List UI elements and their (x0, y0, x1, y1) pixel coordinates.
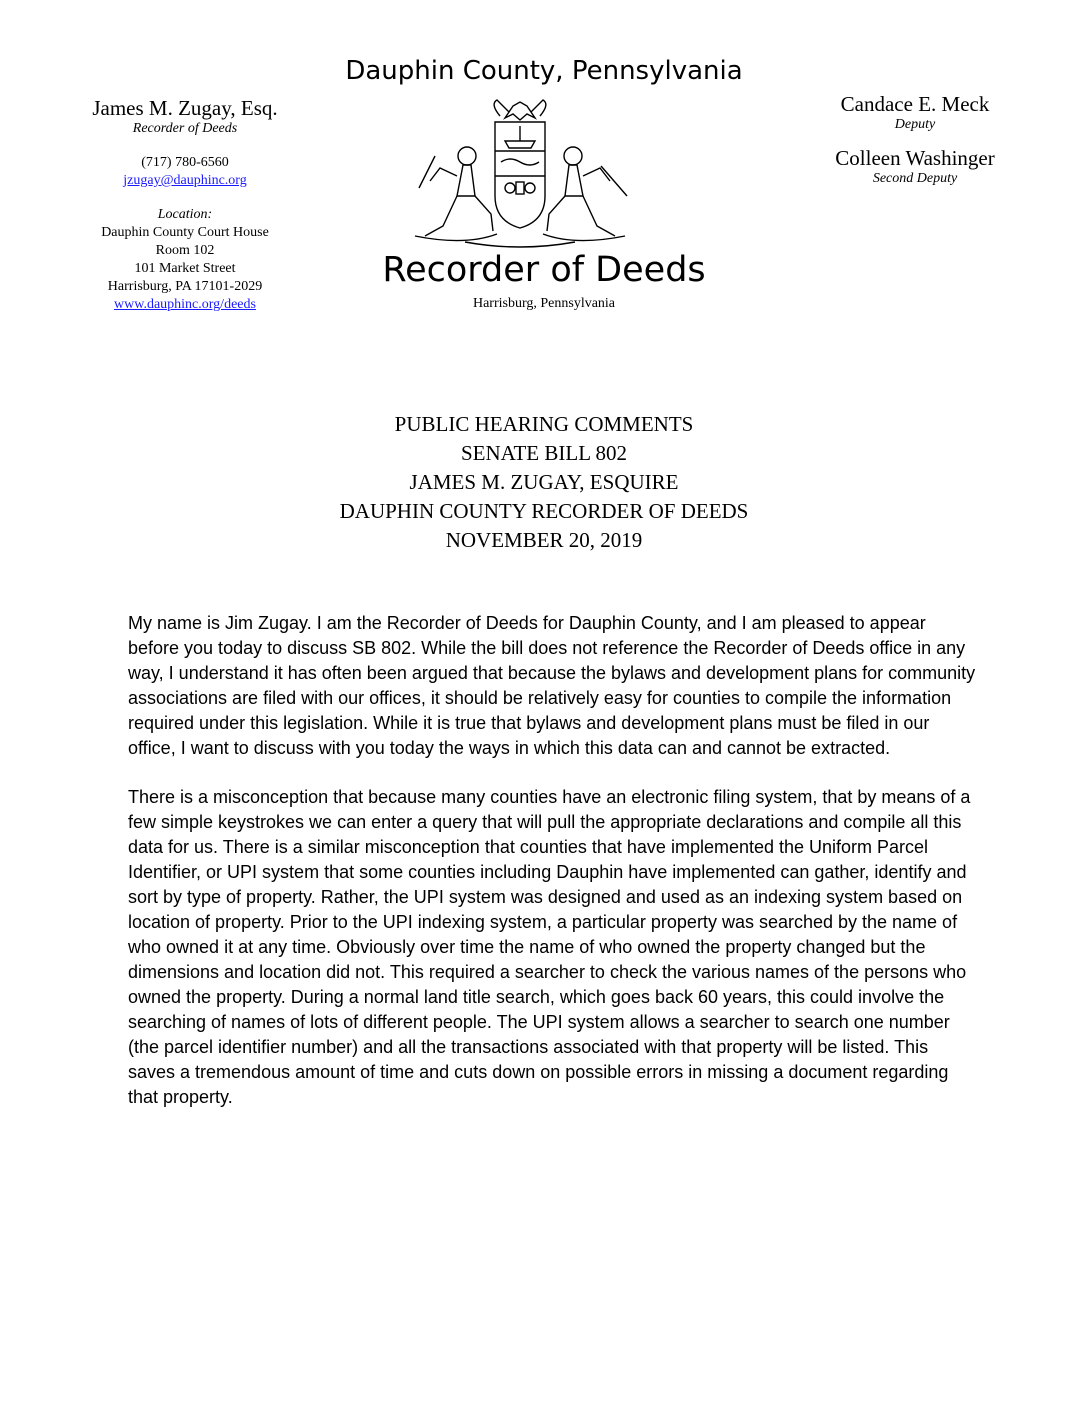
location-label: Location: (157, 207, 213, 222)
email-link[interactable]: jzugay@dauphinc.org (123, 173, 247, 188)
county-title: Dauphin County, Pennsylvania (345, 56, 743, 86)
body-paragraph: My name is Jim Zugay. I am the Recorder of Deeds for Dauphin County, and I am pleased to appear before you today to discuss SB 802. While the bill does not reference the Recorder of Deeds office in any way, I understand it has often been argued that because the bylaws and development plans for community associations are filed with our offices, it should be relatively easy for counties to compile the information required under this legislation. While it is true that bylaws and development plans must be filed in our office, I want to discuss with you today the ways in which this data can and cannot be extracted. (128, 613, 976, 758)
heading-line: PUBLIC HEARING COMMENTS (394, 412, 694, 436)
heading-line: NOVEMBER 20, 2019 (445, 528, 643, 552)
document-heading (0, 410, 1088, 555)
deputy-name: Candace E. Meck (840, 92, 990, 116)
heading-line: JAMES M. ZUGAY, ESQUIRE (409, 470, 679, 494)
office-title: Recorder of Deeds (382, 250, 706, 290)
website-link[interactable]: www.dauphinc.org/deeds (114, 297, 256, 312)
address-line: Dauphin County Court House (101, 225, 269, 240)
second-deputy-name: Colleen Washinger (835, 146, 995, 170)
office-city: Harrisburg, Pennsylvania (472, 296, 616, 311)
heading-line: SENATE BILL 802 (460, 441, 628, 465)
recorder-title: Recorder of Deeds (132, 121, 238, 136)
deputy-title: Deputy (894, 117, 936, 132)
body-paragraph: There is a misconception that because many counties have an electronic filing system, that by means of a few simple keystrokes we can enter a query that will pull the appropriate declarations and compile all this data for us. There is a similar misconception that counties that have implemented the Uniform Parcel Identifier, or UPI system that some counties including Dauphin have implemented can gather, identify and sort by type of property. Rather, the UPI system was designed and used as an indexing system based on location of property. Prior to the UPI indexing system, a particular property was searched by the name of who owned it at any time. Obviously over time the name of who owned the property changed but the dimensions and location did not. This required a searcher to check the various names of the persons who owned the property. During a normal land title search, which goes back 60 years, this could involve the searching of names of lots of different people. The UPI system allows a searcher to search one number (the parcel identifier number) and all the transactions associated with that property will be listed. This saves a tremendous amount of time and cuts down on possible errors in missing a document regarding that property. (128, 787, 971, 1107)
address-line: Room 102 (155, 243, 215, 258)
pennsylvania-seal-icon (405, 96, 635, 251)
deputy-block (790, 92, 1040, 188)
address-line: 101 Market Street (134, 261, 236, 276)
phone-number: (717) 780-6560 (141, 155, 229, 170)
recorder-name: James M. Zugay, Esq. (92, 96, 278, 120)
address-line: Harrisburg, PA 17101-2029 (107, 279, 263, 294)
second-deputy-title: Second Deputy (872, 171, 958, 186)
heading-line: DAUPHIN COUNTY RECORDER OF DEEDS (339, 499, 749, 523)
document-body (128, 611, 978, 1134)
